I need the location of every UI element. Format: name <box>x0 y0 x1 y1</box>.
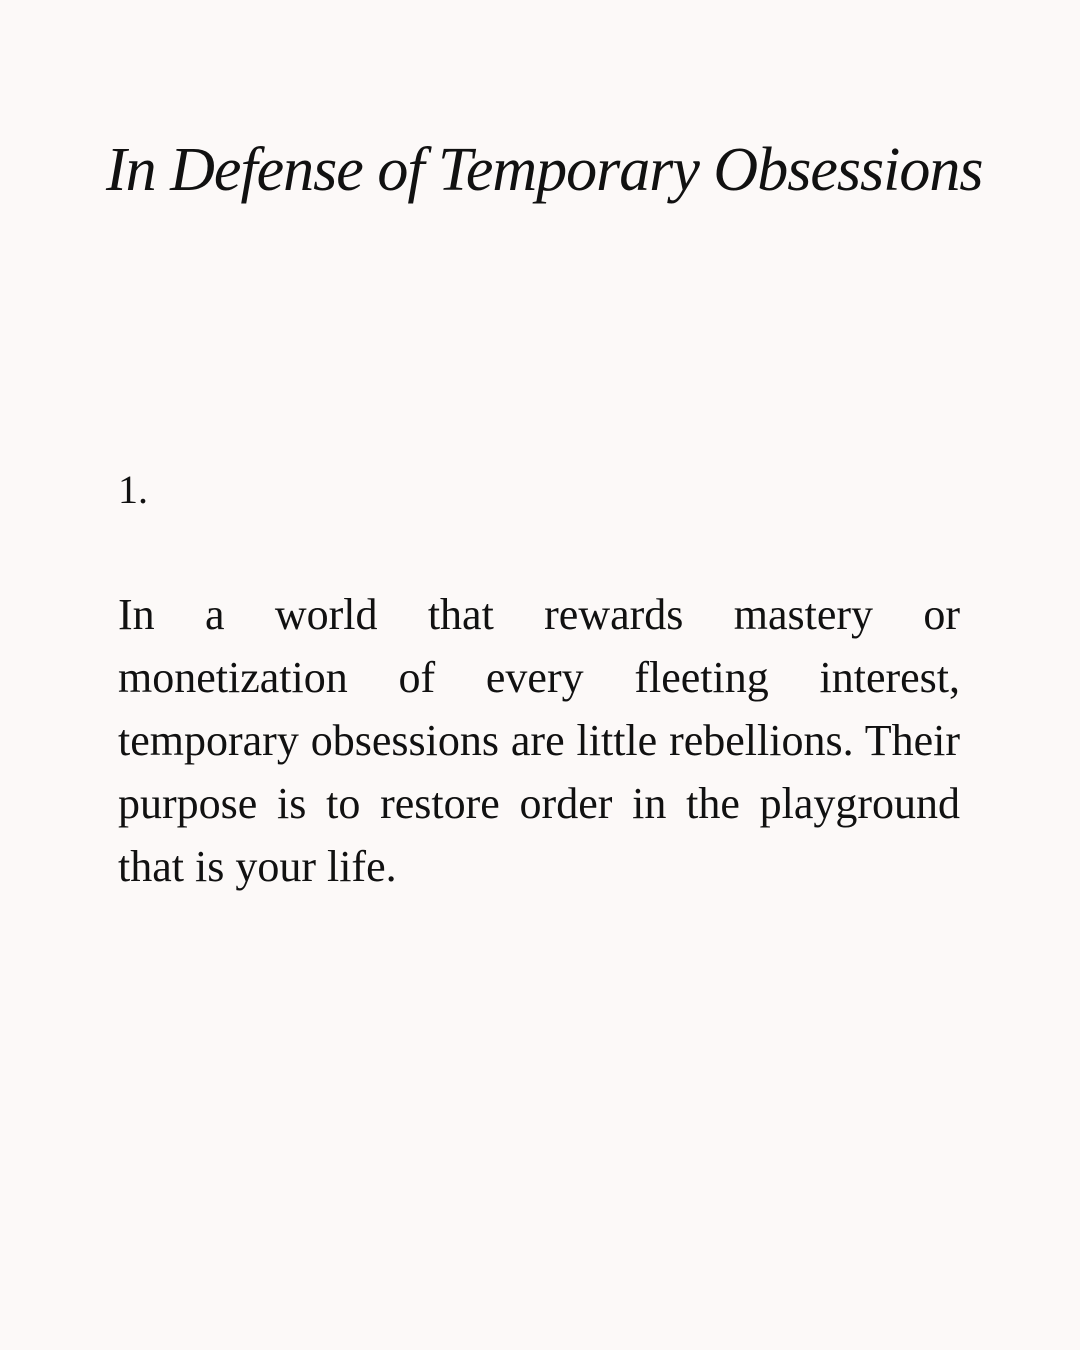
page-title: In Defense of Temporary Obsessions <box>106 136 983 204</box>
body-paragraph: In a world that rewards mastery or monetization of every fleeting interest, temporary obsessions are little rebellions. Their purpose is to restore order in the playground that is your life. <box>118 590 960 891</box>
section-number: 1. <box>118 467 148 512</box>
